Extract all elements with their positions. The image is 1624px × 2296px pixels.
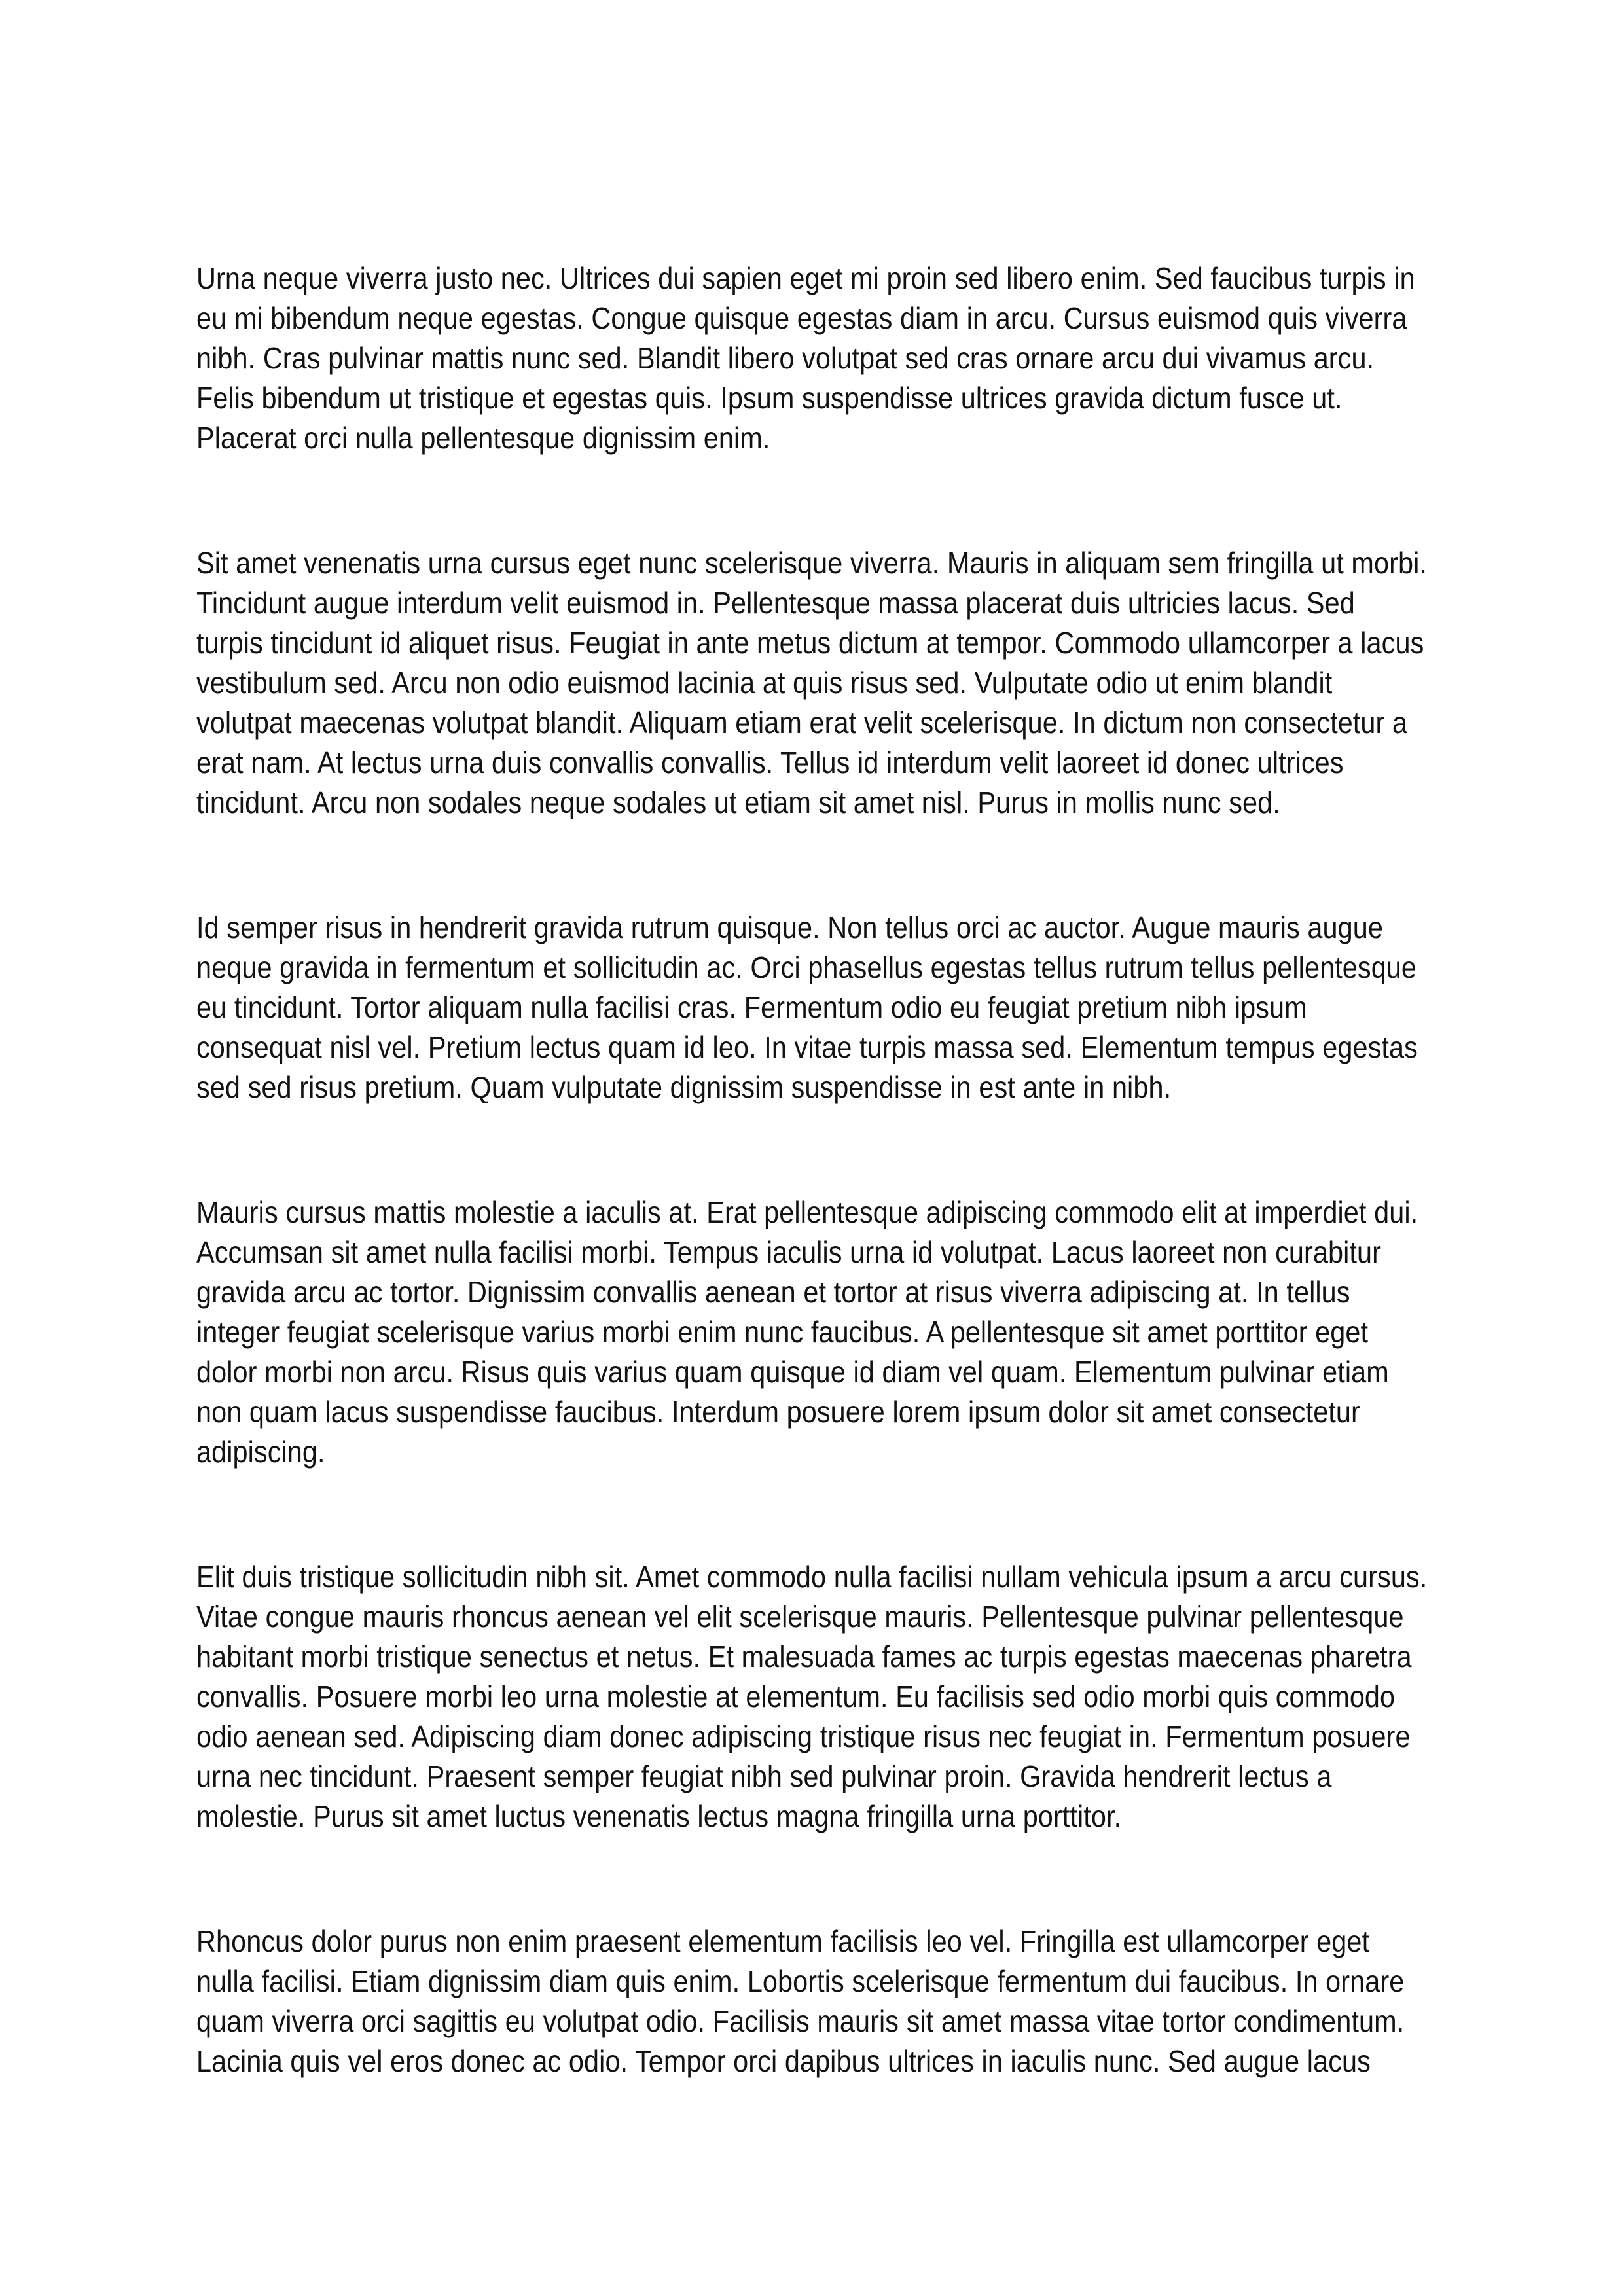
paragraph-1: Urna neque viverra justo nec. Ultrices dui sapien eget mi proin sed libero enim. Sed faucibus turpis in eu mi bibendum neque egestas. Congue quisque egestas diam in arcu. Cursus euismod quis viverra nibh. Cras pulvinar mattis nunc sed. Blandit libero volutpat sed cras ornare arcu dui vivamus arcu. Felis bibendum ut tristique et egestas quis. Ipsum suspendisse ultrices gravida dictum fusce ut. Placerat orci nulla pellentesque dignissim enim.: [196, 261, 1415, 455]
document-text: [196, 259, 1428, 2081]
paragraph-3: Id semper risus in hendrerit gravida rutrum quisque. Non tellus orci ac auctor. Augue mauris augue neque gravida in fermentum et sollicitudin ac. Orci phasellus egestas tellus rutrum tellus pellentesque eu tincidunt. Tortor aliquam nulla facilisi cras. Fermentum odio eu feugiat pretium nibh ipsum consequat nisl vel. Pretium lectus quam id leo. In vitae turpis massa sed. Elementum tempus egestas sed sed risus pretium. Quam vulputate dignissim suspendisse in est ante in nibh.: [196, 910, 1418, 1104]
paragraph-4: Mauris cursus mattis molestie a iaculis at. Erat pellentesque adipiscing commodo elit at imperdiet dui. Accumsan sit amet nulla facilisi morbi. Tempus iaculis urna id volutpat. Lacus laoreet non curabitur gravida arcu ac tortor. Dignissim convallis aenean et tortor at risus viverra adipiscing at. In tellus integer feugiat scelerisque varius morbi enim nunc faucibus. A pellentesque sit amet porttitor eget dolor morbi non arcu. Risus quis varius quam quisque id diam vel quam. Elementum pulvinar etiam non quam lacus suspendisse faucibus. Interdum posuere lorem ipsum dolor sit amet consectetur adipiscing.: [196, 1195, 1418, 1469]
paragraph-6: Rhoncus dolor purus non enim praesent elementum facilisis leo vel. Fringilla est ullamcorper eget nulla facilisi. Etiam dignissim diam quis enim. Lobortis scelerisque fermentum dui faucibus. In ornare quam viverra orci sagittis eu volutpat odio. Facilisis mauris sit amet massa vitae tortor condimentum. Lacinia quis vel eros donec ac odio. Tempor orci dapibus ultrices in iaculis nunc. Sed augue lacus: [196, 1924, 1405, 2078]
paragraph-2: Sit amet venenatis urna cursus eget nunc scelerisque viverra. Mauris in aliquam sem fringilla ut morbi. Tincidunt augue interdum velit euismod in. Pellentesque massa placerat duis ultricies lacus. Sed turpis tincidunt id aliquet risus. Feugiat in ante metus dictum at tempor. Commodo ullamcorper a lacus vestibulum sed. Arcu non odio euismod lacinia at quis risus sed. Vulputate odio ut enim blandit volutpat maecenas volutpat blandit. Aliquam etiam erat velit scelerisque. In dictum non consectetur a erat nam. At lectus urna duis convallis convallis. Tellus id interdum velit laoreet id donec ultrices tincidunt. Arcu non sodales neque sodales ut etiam sit amet nisl. Purus in mollis nunc sed.: [196, 546, 1428, 819]
paragraph-5: Elit duis tristique sollicitudin nibh sit. Amet commodo nulla facilisi nullam vehicula ipsum a arcu cursus. Vitae congue mauris rhoncus aenean vel elit scelerisque mauris. Pellentesque pulvinar pellentesque habitant morbi tristique senectus et netus. Et malesuada fames ac turpis egestas maecenas pharetra convallis. Posuere morbi leo urna molestie at elementum. Eu facilisis sed odio morbi quis commodo odio aenean sed. Adipiscing diam donec adipiscing tristique risus nec feugiat in. Fermentum posuere urna nec tincidunt. Praesent semper feugiat nibh sed pulvinar proin. Gravida hendrerit lectus a molestie. Purus sit amet luctus venenatis lectus magna fringilla urna porttitor.: [196, 1560, 1428, 1833]
